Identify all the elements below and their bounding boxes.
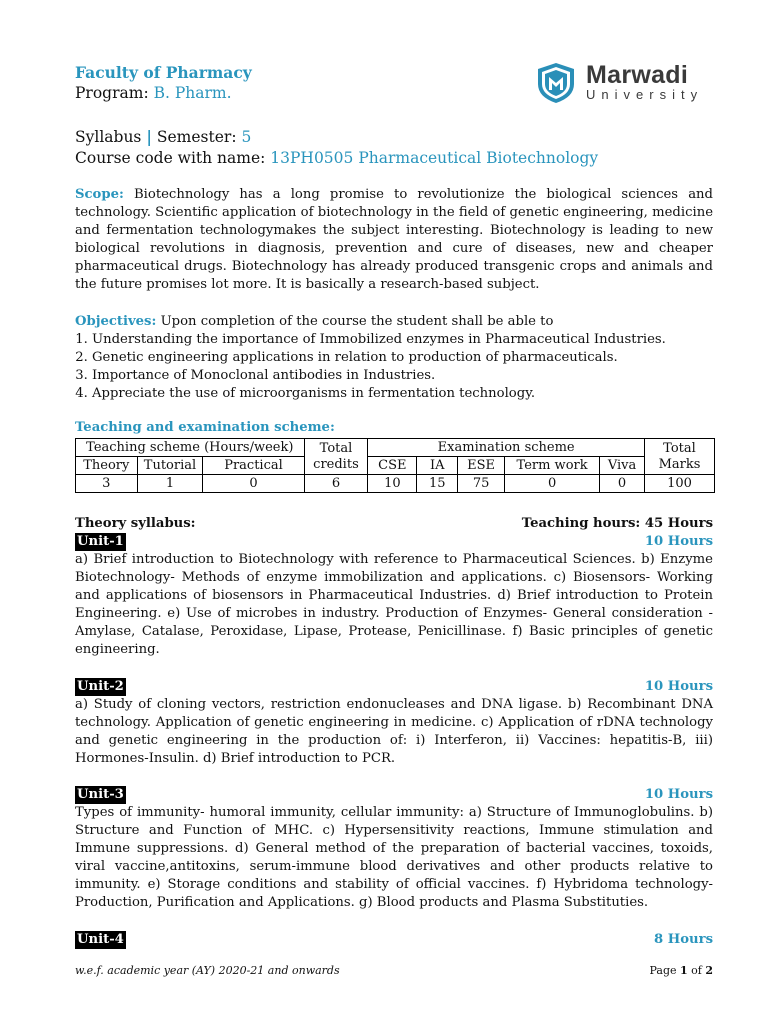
table-cell: 100	[644, 475, 714, 493]
table-header-cell: CSE	[368, 457, 417, 475]
teaching-hours: Teaching hours: 45 Hours	[521, 516, 713, 531]
scheme-title: Teaching and examination scheme:	[75, 420, 335, 435]
unit-text: Types of immunity- humoral immunity, cellular immunity: a) Structure of Immunoglobulins. b) Structure and Function of MHC. c) Hypersensitivity reactions, Immune stimulation and Immune suppressions. d) General method of the preparation of bacterial vaccines, toxoids, viral vaccine,antitoxins, serum-immune blood derivatives and other products relative to immunity. e) Storage conditions and stability of official vaccines. f) Hybridoma technology-Production, Purification and Applications. g) Blood products and Plasma Substituties.	[75, 805, 713, 910]
header-block	[75, 62, 252, 104]
scope-text: Biotechnology has a long promise to revolutionize the biological sciences and technology. Scientific application of biotechnology in the field of genetic engineering, medicine and fermentation technologymakes the subject interesting. Biotechnology is leading to new biological revolutions in diagnosis, prevention and cure of diseases, new and cheaper pharmaceutical drugs. Biotechnology has already produced transgenic crops and animals and the future promises lot more. It is basically a research-based subject.	[75, 187, 713, 292]
unit-label: Unit-2	[77, 679, 124, 694]
shield-icon	[536, 62, 576, 104]
table-row	[76, 439, 715, 457]
course-line	[75, 148, 598, 169]
unit-label: Unit-1	[77, 534, 124, 549]
unit-heading	[75, 533, 713, 551]
scheme-title-row	[75, 419, 713, 437]
objective-item: 3. Importance of Monoclonal antibodies in Industries.	[92, 367, 713, 385]
objective-item: 4. Appreciate the use of microorganisms in fermentation technology.	[92, 385, 713, 403]
program-value: B. Pharm.	[153, 84, 232, 102]
page-number	[649, 964, 713, 977]
objectives-label: Objectives:	[75, 314, 157, 329]
exam-header: Examination scheme	[368, 439, 645, 457]
table-cell: 75	[458, 475, 505, 493]
unit-heading	[75, 786, 713, 804]
program-label: Program:	[75, 84, 154, 102]
marks-header: Total Marks	[644, 439, 714, 475]
separator: |	[146, 127, 152, 146]
page-total: 2	[705, 964, 713, 977]
table-cell: 10	[368, 475, 417, 493]
scope-label: Scope:	[75, 187, 124, 202]
logo-subtitle: University	[586, 87, 704, 102]
unit-text: a) Brief introduction to Biotechnology with reference to Pharmaceutical Sciences. b) Enzyme Biotechnology- Methods of enzyme immobilization and applications. c) Biosensors- Working and applications of biosensors in Pharmaceutical Industries. d) Brief introduction to Protein Engineering. e) Use of microbes in industry. Production of Enzymes- General consideration - Amylase, Catalase, Peroxidase, Lipase, Protease, Penicillinase. f) Basic principles of genetic engineering.	[75, 552, 713, 657]
table-cell: 0	[600, 475, 645, 493]
program-line	[75, 83, 252, 104]
table-header-cell: ESE	[458, 457, 505, 475]
teaching-header: Teaching scheme (Hours/week)	[76, 439, 305, 457]
objective-item: 2. Genetic engineering applications in relation to production of pharmaceuticals.	[92, 349, 713, 367]
table-header-cell: IA	[417, 457, 458, 475]
unit-hours: 10 Hours	[644, 679, 713, 694]
unit-hours: 8 Hours	[654, 932, 713, 947]
objectives-list	[75, 331, 713, 403]
syllabus-block	[75, 126, 598, 169]
course-label: Course code with name:	[75, 149, 271, 167]
table-cell: 6	[304, 475, 368, 493]
semester-label: Semester:	[151, 128, 242, 146]
objective-item: 1. Understanding the importance of Immobilized enzymes in Pharmaceutical Industries.	[92, 331, 713, 349]
page-footer	[75, 964, 713, 977]
table-cell: 15	[417, 475, 458, 493]
unit-section	[75, 678, 713, 768]
table-header-cell: Theory	[76, 457, 138, 475]
unit-hours: 10 Hours	[644, 787, 713, 802]
unit-heading	[75, 931, 713, 949]
footer-note: w.e.f. academic year (AY) 2020-21 and onwards	[75, 964, 340, 977]
theory-header	[75, 515, 713, 533]
unit-heading	[75, 678, 713, 696]
objectives-section	[75, 313, 713, 403]
unit-section	[75, 931, 713, 949]
page-current: 1	[680, 964, 688, 977]
syllabus-label: Syllabus	[75, 128, 147, 146]
table-row	[76, 457, 715, 475]
page-of: of	[687, 964, 706, 977]
unit-hours: 10 Hours	[644, 534, 713, 549]
faculty-title: Faculty of Pharmacy	[75, 63, 252, 82]
unit-text: a) Study of cloning vectors, restriction endonucleases and DNA ligase. b) Recombinant DNA technology. Application of genetic engineering in medicine. c) Application of rDNA technology and genetic engineering in the production of: i) Interferon, ii) Vaccines: hepatitis-B, iii) Hormones-Insulin. d) Brief introduction to PCR.	[75, 697, 713, 766]
table-cell: 0	[203, 475, 304, 493]
table-cell: 0	[505, 475, 600, 493]
semester-value: 5	[241, 128, 252, 146]
university-logo	[536, 62, 716, 104]
course-value: 13PH0505 Pharmaceutical Biotechnology	[270, 149, 599, 167]
theory-label: Theory syllabus:	[75, 516, 196, 531]
table-row	[76, 475, 715, 493]
credits-header: Total credits	[304, 439, 368, 475]
logo-text	[586, 62, 703, 102]
logo-name: Marwadi	[586, 61, 689, 89]
table-header-cell: Term work	[505, 457, 600, 475]
table-header-cell: Viva	[600, 457, 645, 475]
unit-section	[75, 786, 713, 912]
table-cell: 1	[137, 475, 203, 493]
table-header-cell: Tutorial	[137, 457, 203, 475]
unit-label: Unit-3	[77, 787, 124, 802]
page-label: Page	[649, 964, 680, 977]
unit-label: Unit-4	[77, 932, 124, 947]
scheme-table	[75, 438, 715, 493]
table-cell: 3	[76, 475, 138, 493]
table-header-cell: Practical	[203, 457, 304, 475]
objectives-intro: Upon completion of the course the student shall be able to	[160, 314, 554, 329]
objectives-intro-line	[75, 313, 713, 331]
semester-line	[75, 126, 598, 148]
unit-section	[75, 533, 713, 659]
scope-section	[75, 186, 713, 294]
